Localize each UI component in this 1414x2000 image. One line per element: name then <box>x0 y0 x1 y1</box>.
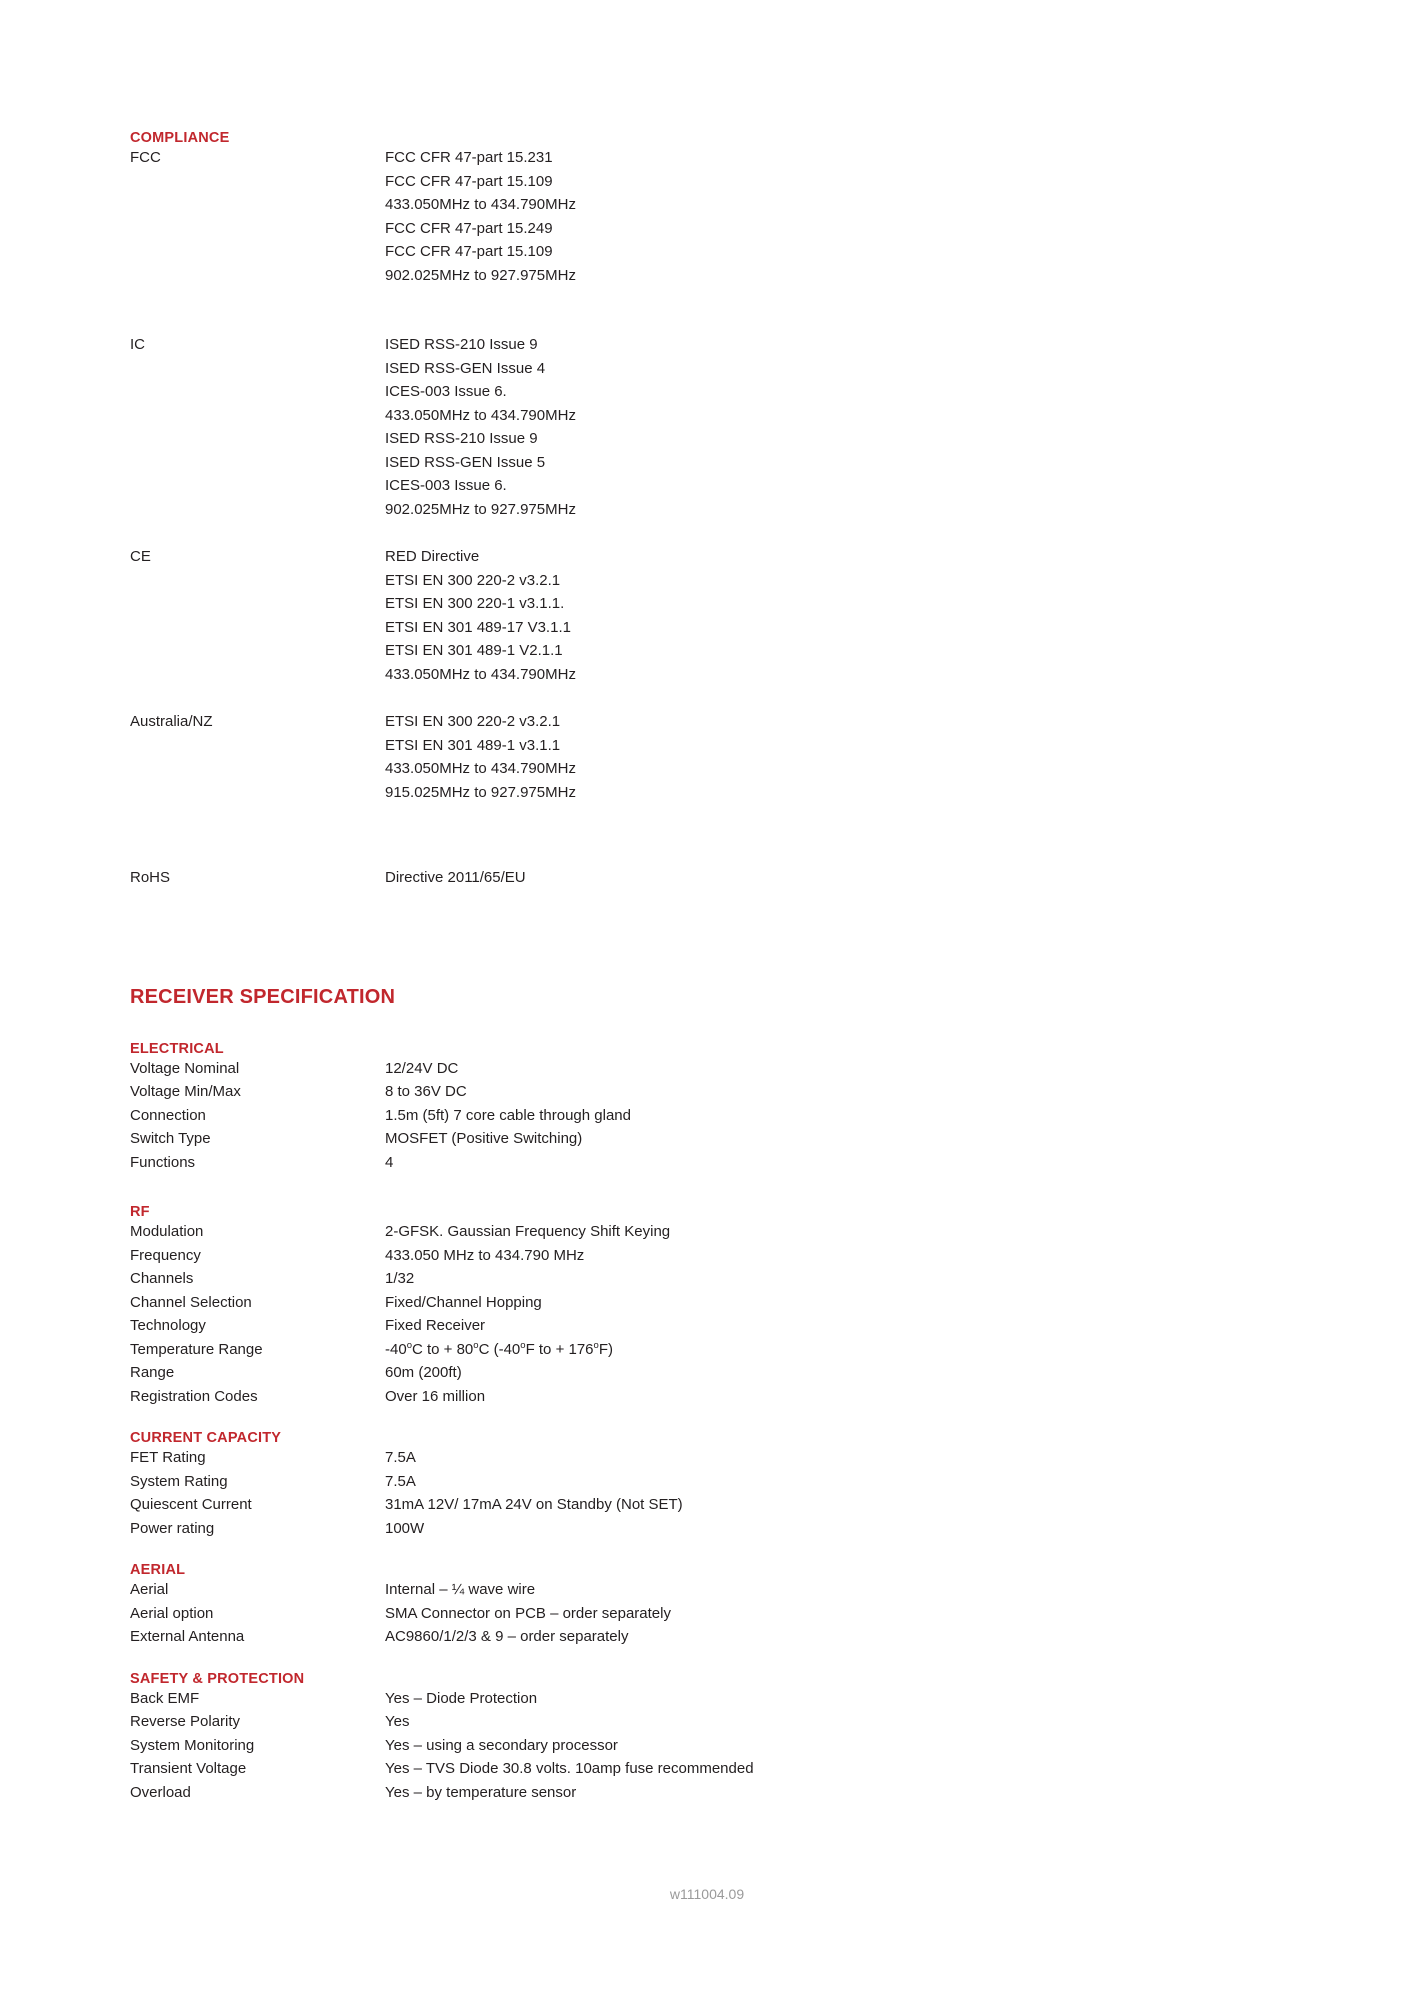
table-row <box>130 1602 1284 1626</box>
row-value: 4 <box>385 1153 394 1171</box>
aerial-table <box>130 1578 1284 1649</box>
table-row <box>130 1338 1284 1362</box>
table-row <box>130 1710 1284 1734</box>
value-line: FCC CFR 47-part 15.109 <box>385 243 553 260</box>
current-capacity-table <box>130 1446 1284 1540</box>
row-label: FET Rating <box>130 1449 206 1466</box>
electrical-table <box>130 1057 1284 1175</box>
row-label: Quiescent Current <box>130 1496 252 1513</box>
row-label: Overload <box>130 1783 191 1801</box>
current-capacity-heading: CURRENT CAPACITY <box>130 1430 282 1446</box>
table-row <box>130 866 1284 890</box>
row-label: Reverse Polarity <box>130 1713 241 1730</box>
degree-symbol: o <box>473 1339 479 1351</box>
document-code: w111004.09 <box>669 1886 745 1902</box>
row-value: Yes – using a secondary processor <box>385 1736 618 1754</box>
table-row <box>130 1291 1284 1315</box>
table-row <box>130 1517 1284 1541</box>
rf-table <box>130 1220 1284 1408</box>
row-label: Channels <box>130 1270 194 1287</box>
row-value: 1.5m (5ft) 7 core cable through gland <box>385 1106 631 1124</box>
value-line: 902.025MHz to 927.975MHz <box>385 266 576 284</box>
row-label: CE <box>130 548 151 565</box>
row-label: Channel Selection <box>130 1293 252 1311</box>
table-row <box>130 710 1284 804</box>
table-row <box>130 1757 1284 1781</box>
row-label: Voltage Min/Max <box>130 1083 241 1100</box>
spacer-row <box>130 804 1284 866</box>
row-value <box>385 545 1284 686</box>
row-value <box>385 710 1284 804</box>
table-row <box>130 1244 1284 1268</box>
row-value: Yes <box>385 1713 410 1730</box>
row-value: Yes – Diode Protection <box>385 1689 538 1707</box>
value-line: ISED RSS-GEN Issue 5 <box>385 453 546 471</box>
row-label: Temperature Range <box>130 1340 263 1358</box>
row-value: Yes – TVS Diode 30.8 volts. 10amp fuse recommended <box>385 1760 754 1777</box>
row-label: RoHS <box>130 869 171 886</box>
value-line: ISED RSS-GEN Issue 4 <box>385 359 546 377</box>
table-row <box>130 1267 1284 1291</box>
compliance-section <box>130 130 1284 890</box>
spacer-row <box>130 686 1284 710</box>
value-line: 433.050MHz to 434.790MHz <box>385 665 576 683</box>
temp-prefix: -40 <box>385 1340 407 1358</box>
value-line: 433.050MHz to 434.790MHz <box>385 406 576 424</box>
value-line: FCC CFR 47-part 15.249 <box>385 219 553 237</box>
value-line: 433.050MHz to 434.790MHz <box>385 760 576 777</box>
table-row <box>130 545 1284 686</box>
value-line: ETSI EN 301 489-1 v3.1.1 <box>385 736 561 754</box>
table-row <box>130 1220 1284 1244</box>
row-label: System Rating <box>130 1472 228 1490</box>
value-line: 915.025MHz to 927.975MHz <box>385 783 576 801</box>
safety-protection-heading: SAFETY & PROTECTION <box>130 1670 305 1687</box>
row-value: Fixed Receiver <box>385 1317 486 1334</box>
row-label: Voltage Nominal <box>130 1059 240 1077</box>
row-value: 433.050 MHz to 434.790 MHz <box>385 1246 585 1264</box>
row-label: Transient Voltage <box>130 1760 247 1777</box>
degree-symbol: o <box>406 1339 412 1351</box>
row-label: Frequency <box>130 1246 201 1264</box>
degree-symbol: o <box>593 1339 599 1351</box>
row-label: Power rating <box>130 1519 215 1537</box>
value-line: ETSI EN 301 489-1 V2.1.1 <box>385 642 563 659</box>
row-label: Registration Codes <box>130 1387 258 1405</box>
table-row <box>130 1361 1284 1385</box>
temp-mid1: C to + 80 <box>411 1340 474 1358</box>
row-label: Switch Type <box>130 1130 211 1147</box>
row-value: Yes – by temperature sensor <box>385 1783 577 1801</box>
temp-suffix: F) <box>598 1340 613 1358</box>
row-label: External Antenna <box>130 1628 245 1645</box>
row-value: Fixed/Channel Hopping <box>385 1293 542 1311</box>
row-value: 7.5A <box>385 1472 416 1490</box>
table-row <box>130 146 1284 287</box>
table-row <box>130 1104 1284 1128</box>
temp-mid2: C (-40 <box>478 1340 521 1358</box>
degree-symbol: o <box>520 1339 526 1351</box>
row-value: 7.5A <box>385 1449 416 1466</box>
receiver-section <box>130 986 1284 1805</box>
value-line: 902.025MHz to 927.975MHz <box>385 500 576 518</box>
row-value <box>385 146 1284 287</box>
value-line: ICES-003 Issue 6. <box>385 477 507 494</box>
table-row <box>130 1314 1284 1338</box>
temp-mid3: F to + 176 <box>525 1340 594 1358</box>
row-value: 8 to 36V DC <box>385 1083 467 1100</box>
row-label: System Monitoring <box>130 1736 255 1754</box>
compliance-heading: COMPLIANCE <box>130 130 230 146</box>
spacer-row <box>130 521 1284 545</box>
row-label: Australia/NZ <box>130 713 213 730</box>
receiver-heading: RECEIVER SPECIFICATION <box>130 985 396 1008</box>
row-value: Internal – ¼ wave wire <box>385 1581 536 1598</box>
spacer-row <box>130 287 1284 333</box>
row-value: 2-GFSK. Gaussian Frequency Shift Keying <box>385 1223 671 1240</box>
table-row <box>130 1446 1284 1470</box>
row-value: Over 16 million <box>385 1387 486 1405</box>
compliance-table <box>130 146 1284 890</box>
aerial-heading: AERIAL <box>130 1562 186 1578</box>
row-label: Range <box>130 1364 175 1381</box>
row-value <box>385 866 1284 890</box>
table-row <box>130 1625 1284 1649</box>
row-label: Back EMF <box>130 1689 200 1707</box>
value-line: Directive 2011/65/EU <box>385 869 526 886</box>
row-value-temperature <box>385 1338 1284 1362</box>
row-label: Modulation <box>130 1223 204 1240</box>
table-row <box>130 1493 1284 1517</box>
row-value: 1/32 <box>385 1270 415 1287</box>
row-label: Aerial option <box>130 1604 214 1622</box>
table-row <box>130 1151 1284 1175</box>
table-row <box>130 1687 1284 1711</box>
value-line: FCC CFR 47-part 15.231 <box>385 149 553 166</box>
row-value: 100W <box>385 1519 425 1537</box>
value-line: ETSI EN 300 220-1 v3.1.1. <box>385 595 565 612</box>
row-value <box>385 333 1284 521</box>
safety-protection-table <box>130 1687 1284 1805</box>
table-row <box>130 1470 1284 1494</box>
value-line: FCC CFR 47-part 15.109 <box>385 172 553 190</box>
row-label: Technology <box>130 1317 206 1334</box>
value-line: 433.050MHz to 434.790MHz <box>385 196 576 213</box>
table-row <box>130 1080 1284 1104</box>
row-value: AC9860/1/2/3 & 9 – order separately <box>385 1628 629 1645</box>
row-label: FCC <box>130 149 161 166</box>
value-line: ETSI EN 300 220-2 v3.2.1 <box>385 713 561 730</box>
row-value: 60m (200ft) <box>385 1364 462 1381</box>
value-line: ISED RSS-210 Issue 9 <box>385 336 538 353</box>
value-line: ETSI EN 300 220-2 v3.2.1 <box>385 571 561 589</box>
row-label: Connection <box>130 1106 206 1124</box>
row-label: Functions <box>130 1153 196 1171</box>
row-value: 31mA 12V/ 17mA 24V on Standby (Not SET) <box>385 1496 683 1513</box>
row-value: MOSFET (Positive Switching) <box>385 1130 583 1147</box>
row-label: Aerial <box>130 1581 169 1598</box>
table-row <box>130 1734 1284 1758</box>
row-value: 12/24V DC <box>385 1059 459 1077</box>
row-value: SMA Connector on PCB – order separately <box>385 1604 671 1622</box>
table-row <box>130 1127 1284 1151</box>
value-line: ISED RSS-210 Issue 9 <box>385 430 538 447</box>
table-row <box>130 1578 1284 1602</box>
rf-heading: RF <box>130 1204 150 1220</box>
page-footer <box>0 1886 1414 1902</box>
table-row <box>130 333 1284 521</box>
row-label: IC <box>130 336 145 353</box>
table-row <box>130 1385 1284 1409</box>
table-row <box>130 1057 1284 1081</box>
value-line: ETSI EN 301 489-17 V3.1.1 <box>385 618 571 636</box>
value-line: ICES-003 Issue 6. <box>385 383 507 400</box>
value-line: RED Directive <box>385 548 480 565</box>
electrical-heading: ELECTRICAL <box>130 1040 224 1057</box>
table-row <box>130 1781 1284 1805</box>
